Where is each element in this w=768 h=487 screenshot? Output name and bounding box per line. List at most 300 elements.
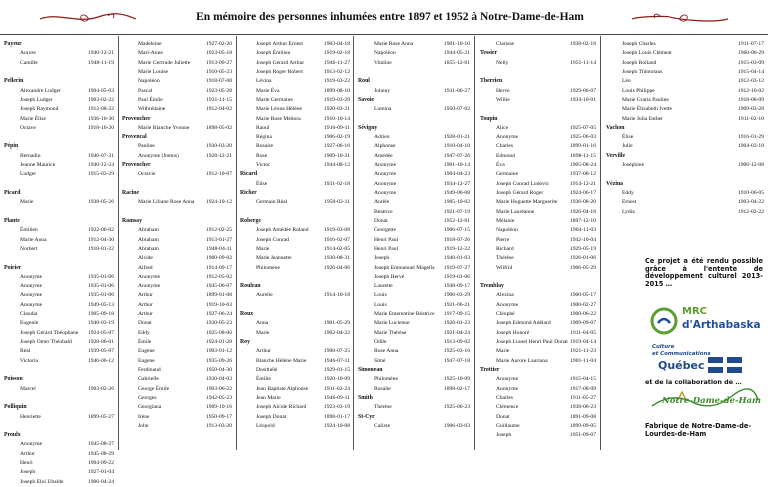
burial-entry	[122, 105, 234, 114]
burial-entry	[122, 422, 234, 431]
person-name: Marie Blanche Yvonne	[138, 124, 190, 131]
person-name: Victor	[256, 162, 270, 169]
person-name: Gabrielle	[138, 376, 159, 383]
burial-entry	[240, 152, 352, 161]
burial-date: 1931-02-18	[323, 180, 350, 187]
family-name: Pellerin	[4, 78, 24, 85]
burial-date: 1904-03-18	[737, 143, 764, 150]
person-name: Joseph Raymond	[20, 106, 59, 113]
burial-date: 1936-10-30	[87, 115, 114, 122]
family-heading	[480, 77, 598, 86]
names-column-4	[358, 40, 472, 450]
burial-date: 1919-01-06	[443, 273, 470, 280]
burial-entry	[606, 96, 766, 105]
burial-date: 1900-02-27	[569, 301, 596, 308]
burial-date: 1925-07-05	[569, 124, 596, 131]
burial-entry	[122, 329, 234, 338]
burial-date: 1910-06-05	[737, 190, 764, 196]
person-name: Anonyme (foetus)	[138, 152, 179, 159]
spacer	[606, 170, 766, 179]
family-name: Roberge	[240, 217, 261, 224]
fabrique-credit: Fabrique de Notre-Dame-de-Lourdes-de-Ham	[645, 422, 752, 438]
burial-entry	[606, 49, 766, 58]
burial-entry	[240, 236, 352, 245]
burial-entry	[240, 264, 352, 273]
family-name: Toupin	[480, 115, 498, 122]
family-heading	[4, 189, 116, 198]
family-name: Racine	[122, 190, 140, 196]
person-name: Lydia	[622, 208, 635, 215]
burial-entry	[358, 385, 472, 394]
spacer	[122, 208, 234, 217]
column-divider	[118, 36, 119, 450]
spacer	[4, 180, 116, 189]
family-name: Savoie	[358, 96, 375, 103]
burial-date: 1909-10-16	[205, 404, 232, 411]
person-name: Marie Emerentine Béatrice	[374, 311, 435, 318]
person-name: Aurore	[20, 50, 36, 57]
burial-date: 1904-04-23	[443, 171, 470, 178]
burial-date: 1945-08-27	[87, 441, 114, 448]
burial-entry	[606, 161, 766, 170]
burial-date: 1938-05-26	[87, 199, 114, 206]
person-name: Ferdinand	[138, 366, 161, 373]
burial-date: 1909-09-07	[569, 320, 596, 327]
burial-date: 1911-04-05	[570, 329, 596, 336]
burial-date: 1935-01-06	[87, 283, 114, 290]
family-name: St-Cyr	[358, 413, 375, 420]
burial-entry	[240, 291, 352, 300]
burial-date: 1903-02-26	[87, 385, 114, 392]
person-name: Marie Anna	[20, 236, 47, 243]
burial-date: 1934-12-27	[443, 180, 470, 187]
header	[0, 0, 768, 36]
burial-date: 1904-05-03	[87, 87, 114, 94]
person-name: Octavie	[138, 171, 156, 178]
person-name: Georgiana	[138, 404, 162, 411]
person-name: Éva	[496, 162, 505, 169]
burial-date: 1948-11-19	[88, 59, 114, 66]
person-name: Bernadin	[20, 152, 41, 159]
burial-date: 1919-12-22	[443, 245, 470, 252]
burial-date: 1903-01-12	[205, 348, 232, 355]
burial-date: 1921-06-21	[443, 301, 470, 308]
burial-date: 1923-05-28	[205, 87, 232, 94]
burial-entry	[480, 245, 598, 254]
family-name: Simoneau	[358, 366, 383, 373]
burial-entry	[122, 338, 234, 347]
person-name: Jeanne Maurice	[20, 162, 56, 169]
burial-date: 1920-10-09	[323, 376, 350, 383]
burial-date: 1930-04-03	[205, 376, 232, 383]
burial-date: 1855-12-01	[443, 59, 470, 66]
burial-entry	[358, 142, 472, 151]
person-name: Laurette	[374, 283, 393, 290]
burial-date: 1918-07-08	[205, 78, 232, 85]
burial-date: 1900-05-17	[569, 292, 596, 299]
person-name: Anonyme	[496, 301, 519, 308]
burial-entry	[480, 226, 598, 235]
person-name: Anonyme	[496, 385, 519, 392]
person-name: Marie Rose Médora	[256, 115, 301, 122]
burial-entry	[122, 49, 234, 58]
person-name: Nelly	[496, 59, 509, 66]
person-name: Ernest	[622, 199, 637, 206]
spacer	[4, 422, 116, 431]
burial-entry	[122, 170, 234, 179]
burial-entry	[606, 87, 766, 96]
person-name: Lévina	[256, 78, 272, 85]
family-heading	[606, 152, 766, 161]
burial-entry	[358, 40, 472, 49]
burial-entry	[122, 264, 234, 273]
spacer	[480, 273, 598, 282]
person-name: Joseph Honoré	[496, 329, 530, 336]
family-heading	[122, 161, 234, 170]
qc-logo-line2: et Communications	[652, 351, 711, 357]
burial-entry	[606, 208, 766, 217]
burial-entry	[122, 347, 234, 356]
burial-date: 1942-10-04	[569, 236, 596, 243]
person-name: Mari-Anne	[138, 50, 163, 57]
column-divider	[236, 36, 237, 450]
burial-entry	[358, 152, 472, 161]
burial-date: 1947-07-26	[443, 152, 470, 159]
burial-entry	[240, 403, 352, 412]
person-name: Eugene	[138, 357, 155, 364]
burial-entry	[4, 87, 116, 96]
person-name: Napoléon	[138, 78, 160, 85]
burial-entry	[480, 338, 598, 347]
burial-entry	[480, 161, 598, 170]
burial-entry	[480, 208, 598, 217]
person-name: Pauline	[138, 143, 155, 150]
person-name: Arthur	[138, 301, 153, 308]
burial-date: 1906-12-08	[737, 162, 764, 169]
family-name: Ramsay	[122, 217, 142, 224]
burial-date: 1939-05-07	[87, 348, 114, 355]
person-name: Cléophé	[496, 311, 515, 318]
family-heading	[480, 115, 598, 124]
family-heading	[606, 124, 766, 133]
person-name: Rosalie	[374, 385, 391, 392]
burial-entry	[480, 329, 598, 338]
family-name: Roux	[240, 311, 254, 318]
person-name: Anonyme	[20, 301, 43, 308]
burial-date: 1919-03-08	[323, 227, 350, 234]
person-name: Aurelie	[256, 292, 273, 299]
burial-date: 1924-10-12	[205, 199, 232, 206]
burial-date: 1906-05-29	[569, 264, 596, 271]
person-name: Donat	[374, 217, 388, 224]
burial-entry	[240, 347, 352, 356]
burial-date: 1937-08-12	[569, 171, 596, 178]
burial-date: 1910-10-14	[323, 115, 350, 122]
family-heading	[122, 133, 234, 142]
burial-entry	[122, 226, 234, 235]
family-heading	[240, 189, 352, 198]
person-name: Joseph Conrad Ludovic	[496, 180, 550, 187]
burial-entry	[4, 440, 116, 449]
burial-date: 1919-02-18	[323, 50, 350, 57]
person-name: Anonyme	[138, 283, 161, 290]
person-name: Marie	[496, 348, 510, 355]
person-name: Alice	[496, 124, 509, 131]
family-name: Provencher	[122, 162, 151, 169]
person-name: Joseph Eloi Ubalde	[20, 478, 64, 485]
burial-entry	[4, 124, 116, 133]
burial-entry	[4, 347, 116, 356]
burial-date: 1899-08-10	[323, 87, 350, 94]
burial-date: 1913-02-12	[323, 68, 350, 75]
burial-date: 1901-10-10	[443, 41, 470, 47]
burial-entry	[480, 394, 598, 403]
person-name: Anonyme	[20, 441, 43, 448]
burial-date: 1917-09-15	[443, 311, 470, 318]
family-name: Picard	[4, 190, 21, 196]
person-name: Henri Paul	[374, 236, 399, 243]
burial-date: 1925-03-16	[443, 348, 470, 355]
family-heading	[358, 366, 472, 375]
burial-entry	[240, 226, 352, 235]
person-name: Arthur	[20, 450, 35, 457]
person-name: Marie Jeannette	[256, 255, 292, 262]
person-name: Marie Lauréanne	[496, 208, 535, 215]
burial-entry	[122, 245, 234, 254]
person-name: Alexina	[496, 292, 514, 299]
spacer	[358, 68, 472, 77]
family-name: Plante	[4, 217, 20, 224]
burial-date: 1940-12-21	[87, 50, 114, 57]
burial-entry	[122, 198, 234, 207]
burial-entry	[122, 87, 234, 96]
burial-entry	[240, 40, 352, 49]
person-name: Joseph Gérard Théophane	[20, 329, 79, 336]
person-name: Eugenie	[20, 320, 39, 327]
person-name: Napoléon	[496, 227, 518, 234]
person-name: Anonyme	[374, 162, 397, 169]
mrc-arthabaska-logo	[650, 303, 760, 339]
spacer	[4, 366, 116, 375]
burial-entry	[240, 329, 352, 338]
burial-entry	[358, 245, 472, 254]
family-heading	[358, 394, 472, 403]
burial-entry	[240, 413, 352, 422]
burial-entry	[122, 403, 234, 412]
burial-entry	[480, 59, 598, 68]
family-heading	[4, 217, 116, 226]
family-heading	[4, 264, 116, 273]
burial-entry	[606, 198, 766, 207]
burial-date: 1915-04-15	[569, 376, 596, 383]
burial-entry	[480, 422, 598, 431]
family-name: Vézina	[606, 180, 624, 187]
ornament-right-icon	[630, 10, 730, 26]
person-name: Joseph Omer Théobald	[20, 339, 72, 345]
person-name: Marie Thérèse	[374, 329, 407, 336]
burial-entry	[480, 301, 598, 310]
burial-date: 1919-03-22	[323, 78, 350, 85]
burial-date: 1898-11-15	[570, 152, 596, 159]
burial-entry	[358, 198, 472, 207]
person-name: Donat	[496, 413, 510, 420]
family-name: Pépin	[4, 143, 19, 150]
burial-date: 1912-02-22	[737, 208, 764, 215]
burial-entry	[480, 124, 598, 133]
burial-entry	[358, 189, 472, 198]
spacer	[4, 254, 116, 263]
burial-entry	[4, 310, 116, 319]
burial-entry	[606, 133, 766, 142]
family-heading	[606, 180, 766, 189]
family-name: Payeur	[4, 41, 22, 47]
family-heading	[4, 375, 116, 384]
burial-entry	[358, 105, 472, 114]
burial-date: 1946-11-27	[324, 59, 350, 66]
family-heading	[4, 431, 116, 440]
person-name: Marie Julia Esther	[622, 115, 664, 122]
family-name: Richer	[240, 190, 257, 196]
person-name: Joseph Gérard Roger	[496, 190, 544, 196]
burial-date: 1949-05-13	[87, 301, 114, 308]
mrc-logo-line1: MRC	[682, 306, 707, 317]
burial-entry	[4, 59, 116, 68]
burial-entry	[358, 291, 472, 300]
family-heading	[4, 77, 116, 86]
burial-entry	[480, 403, 598, 412]
person-name: Marie	[256, 245, 270, 252]
burial-date: 1912-02-25	[205, 227, 232, 234]
burial-entry	[122, 236, 234, 245]
burial-entry	[240, 124, 352, 133]
names-column-6	[606, 40, 766, 250]
person-name: Abraham	[138, 227, 159, 234]
burial-date: 1924-10-08	[323, 422, 350, 429]
person-name: Alcide	[138, 255, 153, 262]
burial-date: 1908-07-25	[323, 348, 350, 355]
burial-date: 1904-11-03	[570, 227, 596, 234]
person-name: Wilbrédaine	[138, 106, 166, 113]
burial-entry	[122, 319, 234, 328]
burial-date: 1950-09-17	[205, 413, 232, 420]
person-name: Germaine	[496, 171, 519, 178]
person-name: George Émile	[138, 385, 170, 392]
person-name: Pascal	[138, 87, 153, 94]
family-name: Trottier	[480, 366, 500, 373]
burial-entry	[240, 142, 352, 151]
person-name: Madeleine	[138, 41, 162, 47]
burial-date: 1940-01-03	[443, 255, 470, 262]
burial-entry	[240, 59, 352, 68]
burial-entry	[240, 49, 352, 58]
burial-date: 1945-06-07	[205, 283, 232, 290]
burial-date: 1935-01-06	[87, 273, 114, 280]
burial-entry	[4, 273, 116, 282]
burial-entry	[4, 282, 116, 291]
person-name: Alphonse	[374, 143, 396, 150]
project-statement: Ce projet a été rendu possible grâce à l'entente de développement culturel 2013-2015 …	[645, 257, 763, 288]
burial-date: 1900-09-02	[205, 255, 232, 262]
person-name: Joseph	[20, 469, 36, 476]
burial-entry	[358, 87, 472, 96]
burial-date: 1924-05-07	[87, 329, 114, 336]
person-name: Guillaume	[496, 422, 520, 429]
person-name: Joseph Amédée Roland	[256, 227, 309, 234]
person-name: Clarisse	[496, 41, 515, 47]
burial-entry	[606, 40, 766, 49]
burial-date: 1911-02-10	[738, 115, 764, 122]
burial-date: 1919-07-27	[443, 264, 470, 271]
person-name: Anonyme	[496, 134, 519, 141]
burial-date: 1916-01-29	[737, 134, 764, 141]
burial-date: 1910-05-23	[205, 68, 232, 75]
family-name: Roy	[240, 339, 250, 345]
person-name: Louis	[374, 292, 387, 299]
burial-date: 1950-07-02	[443, 106, 470, 113]
burial-entry	[240, 105, 352, 114]
burial-date: 1899-01-08	[205, 292, 232, 299]
burial-date: 1929-06-07	[569, 87, 596, 94]
burial-date: 1927-02-20	[205, 41, 232, 47]
person-name: Octave	[20, 124, 36, 131]
person-name: Mélanie	[496, 217, 515, 224]
spacer	[358, 115, 472, 124]
person-name: Joseph Conrad	[256, 236, 290, 243]
burial-date: 1903-04-18	[323, 41, 350, 47]
person-name: Irène	[138, 413, 150, 420]
family-heading	[480, 366, 598, 375]
person-name: Rose Anna	[374, 348, 399, 355]
burial-entry	[480, 254, 598, 263]
family-heading	[358, 124, 472, 133]
burial-date: 1927-06-16	[323, 143, 350, 150]
burial-date: 1912-08-22	[87, 106, 114, 113]
burial-entry	[122, 375, 234, 384]
burial-date: 1901-10-14	[443, 162, 470, 169]
person-name: Ludger	[20, 171, 37, 178]
person-name: Norbert	[20, 245, 38, 252]
family-name: Sévigny	[358, 124, 378, 131]
burial-date: 1925-06-03	[569, 134, 596, 141]
spacer	[4, 394, 116, 403]
quebec-culture-logo	[650, 343, 760, 373]
burial-date: 1936-08-20	[569, 199, 596, 206]
burial-entry	[606, 77, 766, 86]
person-name: Marie	[256, 329, 270, 336]
person-name: Marie Rose Anna	[374, 41, 414, 47]
family-heading	[240, 217, 352, 226]
burial-date: 1902-04-22	[323, 329, 350, 336]
family-name: Tessier	[480, 50, 498, 57]
burial-entry	[358, 264, 472, 273]
person-name: Louis Philippe	[622, 87, 655, 94]
person-name: Marie Gratia Pauline	[622, 96, 669, 103]
family-name: Poirier	[4, 264, 22, 271]
burial-entry	[358, 310, 472, 319]
person-name: Joseph Thimotaus	[622, 68, 663, 75]
burial-entry	[480, 87, 598, 96]
burial-entry	[240, 115, 352, 124]
burial-entry	[240, 180, 352, 189]
burial-date: 1913-03-20	[205, 422, 232, 429]
burial-date: 1918-01-22	[87, 245, 114, 252]
person-name: Vitaline	[374, 59, 392, 66]
burial-entry	[240, 385, 352, 394]
spacer	[122, 180, 234, 189]
burial-entry	[240, 422, 352, 431]
burial-date: 1911-06-27	[444, 87, 470, 94]
burial-date: 1915-03-09	[737, 59, 764, 66]
